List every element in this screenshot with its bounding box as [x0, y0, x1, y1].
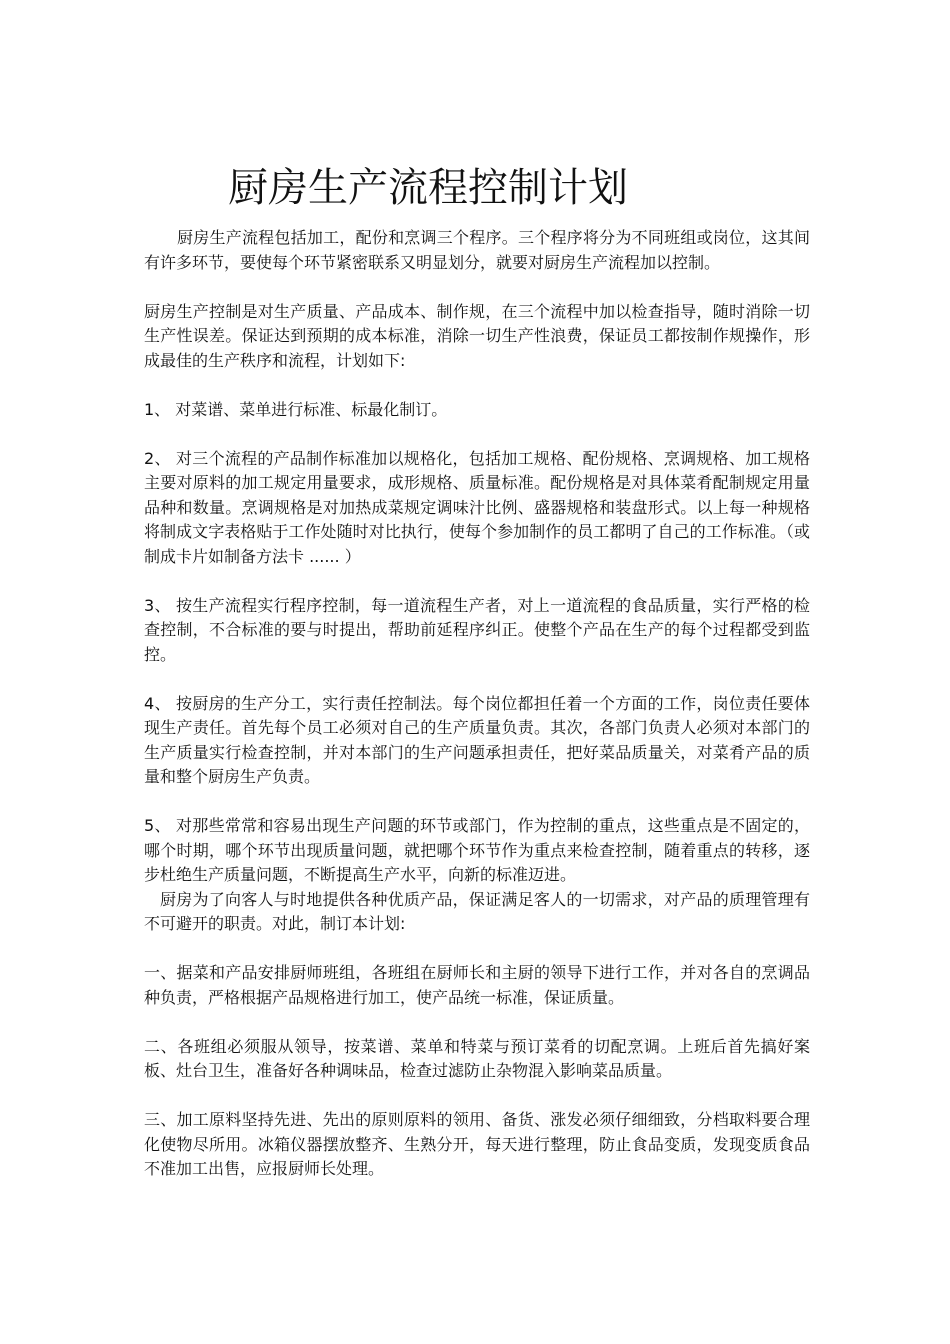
list-item-2: 2、 对三个流程的产品制作标准加以规格化，包括加工规格、配份规格、烹调规格、加工规格主要对原料的加工规定用量要求，成形规格、质量标准。配份规格是对具体菜肴配制规定用量品种和数量。烹调规格是对加热成菜规定调味汁比例、盛器规格和装盘形式。以上每一种规格将制成文字表格贴于工作处随时对比执行，使每个参加制作的员工都明了自己的工作标准。（或制成卡片如制备方法卡 ...... ） [144, 448, 810, 566]
section-3: 三、加工原料坚持先进、先出的原则原料的领用、备货、涨发必须仔细细致，分档取料要合理化使物尽所用。冰箱仪器摆放整齐、生熟分开，每天进行整理，防止食品变质，发现变质食品不准加工出售，应报厨师长处理。 [144, 1110, 810, 1178]
document-body [144, 226, 810, 1182]
list-item-4: 4、 按厨房的生产分工，实行责任控制法。每个岗位都担任着一个方面的工作，岗位责任要体现生产责任。首先每个员工必须对自己的生产质量负责。其次，各部门负责人必须对本部门的生产质量实行检查控制，并对本部门的生产问题承担责任，把好菜品质量关，对菜肴产品的质量和整个厨房生产负责。 [144, 693, 810, 786]
control-paragraph: 厨房生产控制是对生产质量、产品成本、制作规，在三个流程中加以检查指导，随时消除一切生产性误差。保证达到预期的成本标准，消除一切生产性浪费，保证员工都按制作规操作，形成最佳的生产秩序和流程，计划如下: [144, 301, 810, 370]
document-title: 厨房生产流程控制计划 [228, 165, 628, 211]
section-1: 一、据菜和产品安排厨师班组，各班组在厨师长和主厨的领导下进行工作，并对各自的烹调品种负责，严格根据产品规格进行加工，使产品统一标准，保证质量。 [144, 963, 810, 1007]
list-item-5: 5、 对那些常常和容易出现生产问题的环节或部门，作为控制的重点，这些重点是不固定的，哪个时期，哪个环节出现质量问题，就把哪个环节作为重点来检查控制，随着重点的转移，逐步杜绝生产质量问题，不断提高生产水平，向新的标准迈进。 [144, 816, 810, 884]
list-item-3: 3、 按生产流程实行程序控制，每一道流程生产者，对上一道流程的食品质量，实行严格的检查控制，不合标准的要与时提出，帮助前延程序纠正。使整个产品在生产的每个过程都受到监控。 [144, 595, 810, 664]
section-2: 二、各班组必须服从领导，按菜谱、菜单和特菜与预订菜肴的切配烹调。上班后首先搞好案板、灶台卫生，准备好各种调味品，检查过滤防止杂物混入影响菜品质量。 [144, 1036, 810, 1080]
list-item-1: 1、 对菜谱、菜单进行标准、标最化制订。 [144, 399, 448, 419]
intro-paragraph: 厨房生产流程包括加工，配份和烹调三个程序。三个程序将分为不同班组或岗位，这其间有许多环节，要使每个环节紧密联系又明显划分，就要对厨房生产流程加以控制。 [144, 228, 810, 272]
plan-intro-paragraph: 厨房为了向客人与时地提供各种优质产品，保证满足客人的一切需求，对产品的质理管理有不可避开的职责。对此，制订本计划: [144, 889, 810, 933]
